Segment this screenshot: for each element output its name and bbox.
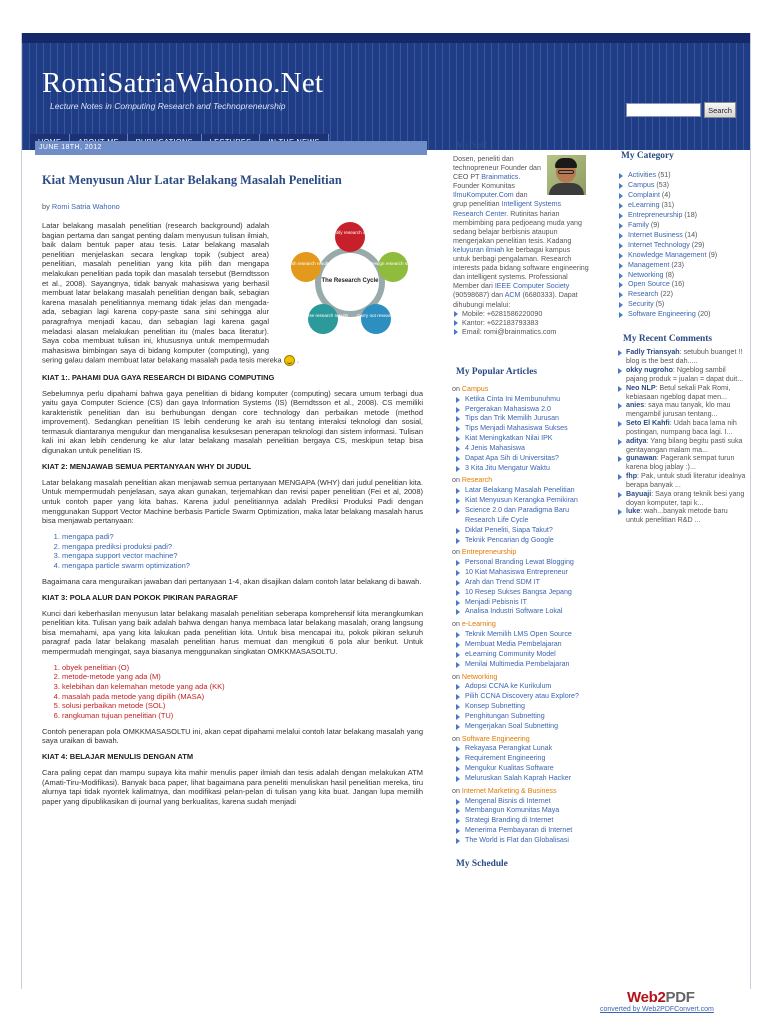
popular-article-link[interactable]: Adopsi CCNA ke Kurikulum xyxy=(452,682,589,692)
kiat-2-followup: Bagaimana cara menguraikan jawaban dari pertanyaan 1-4, akan disajikan dalam contoh latar belakang di bawah. xyxy=(42,576,422,586)
category-count: (23) xyxy=(671,260,685,269)
bullet-arrow-icon xyxy=(456,488,460,494)
my-schedule-title: My Schedule xyxy=(456,858,508,869)
cycle-node-publish xyxy=(291,252,321,282)
cycle-node-carry-out xyxy=(361,304,391,334)
recent-comment[interactable] xyxy=(618,437,747,455)
bullet-arrow-icon xyxy=(618,456,622,462)
comment-author[interactable]: okky nugroho xyxy=(626,365,673,374)
sidebar-right xyxy=(595,141,747,525)
kiat-4-heading: KIAT 4: BELAJAR MENULIS DENGAN ATM xyxy=(42,752,194,762)
contact-office: Kantor: +622183793383 xyxy=(453,319,589,328)
category-item[interactable] xyxy=(618,241,747,251)
kiat-3-followup: Contoh penerapan pola OMKKMASASOLTU ini, akan cepat dipahami melalui contoh latar belakang masalah yang saya uraikan di bawah. xyxy=(42,726,423,746)
bullet-arrow-icon xyxy=(456,776,460,782)
group-label-prefix: on xyxy=(452,548,460,557)
bullet-arrow-icon xyxy=(618,368,622,374)
recent-comment[interactable] xyxy=(618,472,747,490)
popular-articles-title: My Popular Articles xyxy=(456,366,538,377)
post-title[interactable]: Kiat Menyusun Alur Latar Belakang Masalah Penelitian xyxy=(42,173,342,187)
popular-article-link[interactable]: Teknik Pencarian dg Google xyxy=(452,536,589,546)
popular-group-label xyxy=(452,548,589,558)
recent-comment[interactable] xyxy=(618,401,747,419)
popular-group-label xyxy=(452,673,589,683)
popular-group-label xyxy=(452,735,589,745)
bullet-arrow-icon xyxy=(456,580,460,586)
comment-author[interactable]: Fadly Triansyah xyxy=(626,348,680,357)
bullet-arrow-icon xyxy=(456,684,460,690)
bullet-arrow-icon xyxy=(456,407,460,413)
popular-article-link[interactable]: Personal Branding Lewat Blogging xyxy=(452,558,589,568)
popular-group-label xyxy=(452,385,589,395)
cycle-node-publish-label: Publish research results xyxy=(281,261,331,266)
pola-list xyxy=(62,663,423,721)
category-count: (31) xyxy=(661,200,675,209)
bullet-arrow-icon xyxy=(454,311,458,317)
bullet-arrow-icon xyxy=(619,273,623,279)
group-label-prefix: on xyxy=(452,672,460,681)
bullet-arrow-icon xyxy=(456,426,460,432)
cycle-node-design-label: Design research study xyxy=(370,261,416,266)
category-item[interactable] xyxy=(618,231,747,241)
bullet-arrow-icon xyxy=(456,436,460,442)
recent-comments-title: My Recent Comments xyxy=(623,334,713,345)
bullet-arrow-icon xyxy=(456,446,460,452)
bullet-arrow-icon xyxy=(456,456,460,462)
bullet-arrow-icon xyxy=(454,329,458,335)
category-item[interactable] xyxy=(618,261,747,271)
contact-email[interactable]: Email: romi@brainmatics.com xyxy=(453,328,589,337)
bullet-arrow-icon xyxy=(619,183,623,189)
popular-article-link[interactable]: Ketika Cinta Ini Membunuhmu xyxy=(452,395,589,405)
bullet-arrow-icon xyxy=(619,203,623,209)
bullet-arrow-icon xyxy=(619,173,623,179)
smiley-icon xyxy=(284,355,295,366)
post-body xyxy=(42,221,423,806)
bullet-arrow-icon xyxy=(619,253,623,259)
category-name[interactable]: eLearning xyxy=(628,200,660,209)
list-item: 1. obyek penelitian (O) xyxy=(62,663,423,673)
post-date: JUNE 18TH, 2012 xyxy=(35,141,427,155)
cycle-node-analyse-label: Analyse research results xyxy=(297,313,349,318)
category-count: (51) xyxy=(657,171,671,179)
category-item[interactable] xyxy=(618,191,747,201)
group-category-link[interactable]: Software Engineering xyxy=(461,734,530,743)
bullet-arrow-icon xyxy=(456,756,460,762)
category-count: (53) xyxy=(656,180,670,189)
recent-comment[interactable] xyxy=(618,490,747,508)
bullet-arrow-icon xyxy=(618,350,622,356)
post-byline xyxy=(42,202,427,211)
kiat-4-paragraph: Cara paling cepat dan mampu supaya kita mahir menulis paper ilmiah dan tesis adalah dengan melakukan ATM (Amati-Tiru-Modifikasi). Banyak baca paper, lihat bagaimana para peneliti menuliskan hasil penelitian mereka, tiru alurnya tapi tidak nyontek kalimatnya, dan modifikasi pelan-pelan di tulisan yang kita buat. Jangan lupa memilih paper yang dipublikasikan di journal yang berkualitas, karena sudah menjadi xyxy=(42,768,423,806)
comment-excerpt[interactable]: : saya mau tanyak, klo mau mengambil jurusan tentang... xyxy=(626,401,731,419)
category-count: (20) xyxy=(697,310,711,319)
byline-by: by xyxy=(42,202,50,211)
why-list xyxy=(62,532,423,570)
bio-text: Founder Komunitas xyxy=(453,182,515,191)
bullet-arrow-icon xyxy=(618,386,622,392)
category-name[interactable]: Networking xyxy=(628,270,664,279)
group-label-prefix: on xyxy=(452,620,460,629)
group-category-link[interactable]: Entrepreneurship xyxy=(461,548,517,557)
kiat-2-paragraph: Latar belakang masalah penelitian akan menjawab semua pertanyaan MENGAPA (WHY) dari judul penelitian kita. Untuk mempermudah penjelasan, saya akan gunakan, terjemahkan dan revisi paper penelitian (Fei et al, 2008) untuk contoh paper yang kita bahas. Karena judul penelitiannya adalah Prediksi Produksi Padi dengan menggunakan Support Vector Machine berbasis Particle Swarm Optimization, maka latar belakang masalah harus bisa menjawab pertanyaan: xyxy=(42,477,423,526)
comment-excerpt[interactable]: : Pak, untuk studi literatur idealnya berapa banyak ... xyxy=(626,472,746,489)
bullet-arrow-icon xyxy=(456,560,460,566)
popular-article-link[interactable]: Rekayasa Perangkat Lunak xyxy=(452,744,589,754)
comment-author[interactable]: fhp xyxy=(626,472,638,481)
site-title[interactable]: RomiSatriaWahono.Net xyxy=(42,67,324,99)
group-category-link[interactable]: e-Learning xyxy=(461,620,496,629)
bullet-arrow-icon xyxy=(619,193,623,199)
bullet-arrow-icon xyxy=(456,590,460,596)
popular-article-link[interactable]: eLearning Community Model xyxy=(452,650,589,660)
my-category-title: My Category xyxy=(621,151,674,161)
bullet-arrow-icon xyxy=(456,508,460,514)
bullet-arrow-icon xyxy=(456,828,460,834)
group-label-prefix: on xyxy=(452,476,460,485)
cycle-node-carry-out-label: Carry out research xyxy=(356,313,396,318)
popular-article-link[interactable]: Latar Belakang Masalah Penelitian xyxy=(452,486,589,496)
bullet-arrow-icon xyxy=(456,600,460,606)
category-item[interactable] xyxy=(618,171,747,181)
category-count: (4) xyxy=(661,190,671,199)
popular-article-link[interactable]: Menerima Pembayaran di Internet xyxy=(452,826,589,836)
recent-comments-list xyxy=(618,348,747,525)
category-name[interactable]: Knowledge Management xyxy=(628,250,707,259)
popular-article-link[interactable]: Meluruskan Salah Kaprah Hacker xyxy=(452,774,589,784)
popular-article-link[interactable]: Requirement Engineering xyxy=(452,754,589,764)
bullet-arrow-icon xyxy=(619,282,623,288)
category-name[interactable]: Software Engineering xyxy=(628,310,696,319)
category-name[interactable]: Internet Technology xyxy=(628,240,690,249)
bullet-arrow-icon xyxy=(456,632,460,638)
my-self-bio xyxy=(453,155,589,337)
recent-comment[interactable] xyxy=(618,419,747,437)
category-count: (14) xyxy=(684,230,698,239)
list-item: 4. masalah pada metode yang dipilih (MASA) xyxy=(62,692,423,702)
popular-article-link[interactable]: 4 Jenis Mahasiswa xyxy=(452,444,589,454)
group-category-link[interactable]: Networking xyxy=(461,672,498,681)
bullet-arrow-icon xyxy=(456,704,460,710)
popular-article-link[interactable]: Mengerjakan Soal Subnetting xyxy=(452,722,589,732)
kiat-2-heading: KIAT 2: MENJAWAB SEMUA PERTANYAAN WHY DI JUDUL xyxy=(42,461,252,471)
group-label-prefix: on xyxy=(452,734,460,743)
popular-article-link[interactable]: Analisa Industri Software Lokal xyxy=(452,607,589,617)
bullet-arrow-icon xyxy=(456,652,460,658)
category-count: (16) xyxy=(671,280,685,289)
contact-mobile: Mobile: +6281586220090 xyxy=(453,310,589,319)
list-item: 3. kelebihan dan kelemahan metode yang ada (KK) xyxy=(62,682,423,692)
popular-article-link[interactable]: The World is Flat dan Globalisasi xyxy=(452,836,589,846)
bio-text: (6680333). Dapat dihubungi melalui: xyxy=(453,291,578,309)
kiat-3-paragraph: Kunci dari keberhasilan menyusun latar belakang masalah penelitian seberapa komprehensif kita merangkumkan penelitian kita. Tulisan yang baik adalah bahwa dengan hanya membaca latar belakang masalah, orang langsung bisa memahami, apa yang kita lakukan pada penelitian kita. Untuk bisa mencapai itu, pokok pikiran seluruh paragraf pada latar belakang masalah penelitian harus memuat dan mengikuti 6 pola alur berikut. Untuk mempermudah mengingat, saya biasanya menggunakan singkatan OMKKMASASOLTU. xyxy=(42,608,423,656)
bullet-arrow-icon xyxy=(456,808,460,814)
popular-group-label xyxy=(452,620,589,630)
keluyuran-link[interactable]: keluyuran ilmiah xyxy=(453,245,505,254)
main-content xyxy=(35,141,427,813)
acm-link[interactable]: ACM xyxy=(504,291,521,300)
bullet-arrow-icon xyxy=(456,498,460,504)
popular-article-link[interactable]: Pergerakan Mahasiswa 2.0 xyxy=(452,405,589,415)
popular-article-link[interactable]: 3 Kita Jitu Mengatur Waktu xyxy=(452,464,589,474)
bio-text: dan grup penelitian xyxy=(453,191,528,209)
category-item[interactable] xyxy=(618,221,747,231)
popular-group-label xyxy=(452,476,589,486)
cycle-node-design xyxy=(378,252,408,282)
popular-article-link[interactable]: Arah dan Trend SDM IT xyxy=(452,578,589,588)
bullet-arrow-icon xyxy=(618,474,622,480)
bullet-arrow-icon xyxy=(456,642,460,648)
bullet-arrow-icon xyxy=(456,746,460,752)
group-category-link[interactable]: Internet Marketing & Business xyxy=(461,786,557,795)
category-count: (9) xyxy=(650,220,660,229)
popular-article-link[interactable]: Penghitungan Subnetting xyxy=(452,712,589,722)
comment-excerpt[interactable]: : Betul sekali Pak Romi, kebiasaan ngeblog dapat men... xyxy=(626,383,731,401)
popular-article-link[interactable]: Mengenal Bisnis di Internet xyxy=(452,797,589,807)
popular-article-link[interactable]: Dapat Apa Sih di Universitas? xyxy=(452,454,589,464)
list-item: 6. rangkuman tujuan penelitian (TU) xyxy=(62,711,423,721)
popular-articles-list xyxy=(452,385,589,849)
category-item[interactable] xyxy=(618,181,747,191)
category-item[interactable] xyxy=(618,310,747,320)
category-name[interactable]: Management xyxy=(628,260,670,269)
category-name[interactable]: Open Source xyxy=(628,280,670,289)
popular-article-link[interactable]: Konsep Subnetting xyxy=(452,702,589,712)
bullet-arrow-icon xyxy=(618,439,622,445)
search-button[interactable]: Search xyxy=(704,102,736,118)
list-item: 2. metode-metode yang ada (M) xyxy=(62,672,423,682)
my-self-title: My Self xyxy=(456,141,487,151)
profile-photo xyxy=(547,155,586,195)
bullet-arrow-icon xyxy=(619,223,623,229)
category-item[interactable] xyxy=(618,290,747,300)
intro-paragraph: Latar belakang masalah penelitian (research background) adalah bagian pertama dan sangat penting dalam menyusun tulisan ilmiah, baik dalam bentuk paper atau tesis. Latar belakang masalah penelitian menjelaskan secara lengkap topik (subject area) penelitian, masalah penelitian yang kita pilih dan mengapa melakukan penelitian pada topik dan masalah tersebut (Berndtsson et al., 2008). Sayangnya, tidak banyak mahasiswa yang berhasil membuat latar belakang masalah penelitian dengan baik, sebagian karena masalah penelitiannya memang tidak jelas dan mengada-ada, sebagian lagi karena copy-paste sana sini sehingga alur paragrafnya menjadi kacau, dan sebagian lagi karena gagal meladasi alasan melakukan penelitian itu (males baca literatur). Saya coba membuat tulisan ini, khususnya untuk mempermudah mahasiswa bimbingan saya di bidang komputer (computing), yang sering galau dalam membuat latar belakang masalah pada tesis mereka . xyxy=(42,221,299,365)
bullet-arrow-icon xyxy=(454,320,458,326)
category-name[interactable]: Family xyxy=(628,220,649,229)
group-category-link[interactable]: Campus xyxy=(461,384,489,393)
comment-author[interactable]: luke xyxy=(626,507,641,516)
comment-excerpt[interactable]: : Saya orang teknik besi yang doyan komputer, tapi k... xyxy=(626,489,745,507)
bullet-arrow-icon xyxy=(456,538,460,544)
ilmukomputer-link[interactable]: IlmuKomputer.Com xyxy=(453,191,514,200)
comment-author[interactable]: anies xyxy=(626,401,645,410)
popular-article-link[interactable]: Strategi Branding di Internet xyxy=(452,816,589,826)
popular-article-link[interactable]: Mengukur Kualitas Software xyxy=(452,764,589,774)
category-name[interactable]: Security xyxy=(628,300,654,309)
cycle-node-analyse xyxy=(308,304,338,334)
bullet-arrow-icon xyxy=(618,492,622,498)
popular-article-link[interactable]: Kiat Meningkatkan Nilai IPK xyxy=(452,434,589,444)
group-label-prefix: on xyxy=(452,384,460,393)
bullet-arrow-icon xyxy=(456,694,460,700)
cycle-center-label: The Research Cycle xyxy=(321,278,379,284)
comment-author[interactable]: Neo NLP xyxy=(626,383,656,392)
bullet-arrow-icon xyxy=(456,466,460,472)
list-item: 4. mengapa particle swarm optimization? xyxy=(62,561,423,571)
sidebar-middle xyxy=(429,141,589,869)
comment-excerpt[interactable]: : setubuh buanget !! blog is the best dah..... xyxy=(626,348,743,366)
category-name[interactable]: Activities xyxy=(628,171,656,179)
bullet-arrow-icon xyxy=(619,243,623,249)
popular-article-link[interactable]: Menilai Multimedia Pembelajaran xyxy=(452,660,589,670)
category-item[interactable] xyxy=(618,300,747,310)
popular-article-link[interactable]: Menjadi Pebisnis IT xyxy=(452,598,589,608)
category-name[interactable]: Campus xyxy=(628,180,655,189)
cycle-node-identify xyxy=(335,222,365,252)
bullet-arrow-icon xyxy=(619,312,623,318)
bio-text: Dosen, peneliti dan technopreneur Founder dan CEO PT xyxy=(453,155,541,182)
category-name[interactable]: Complaint xyxy=(628,190,660,199)
popular-article-link[interactable]: 10 Resep Sukses Bangsa Jepang xyxy=(452,588,589,598)
category-name[interactable]: Internet Business xyxy=(628,230,683,239)
post-author-link[interactable]: Romi Satria Wahono xyxy=(51,202,120,211)
list-item: 5. solusi perbaikan metode (SOL) xyxy=(62,701,423,711)
popular-article-link[interactable]: Tips dan Trik Memilih Jurusan xyxy=(452,414,589,424)
category-count: (22) xyxy=(660,290,673,299)
comment-excerpt[interactable]: : Pagerank sempat turun karena blog jablay :)... xyxy=(626,454,735,472)
bullet-arrow-icon xyxy=(618,509,622,515)
web2pdf-badge[interactable] xyxy=(600,989,727,1015)
category-count: (5) xyxy=(655,300,665,309)
category-item[interactable] xyxy=(618,211,747,221)
bullet-arrow-icon xyxy=(618,403,622,409)
bullet-arrow-icon xyxy=(456,766,460,772)
popular-article-link[interactable]: Diklat Peneliti, Siapa Takut? xyxy=(452,526,589,536)
bullet-arrow-icon xyxy=(456,397,460,403)
category-list xyxy=(618,171,747,320)
bullet-arrow-icon xyxy=(456,818,460,824)
recent-comment[interactable] xyxy=(618,348,747,366)
bullet-arrow-icon xyxy=(456,416,460,422)
popular-article-link[interactable]: Kiat Menyusun Kerangka Pemikiran xyxy=(452,496,589,506)
category-count: (9) xyxy=(708,250,718,259)
isr-link[interactable]: Intelligent Systems Research Center. xyxy=(453,200,562,218)
popular-article-link[interactable]: Membuat Media Pembelajaran xyxy=(452,640,589,650)
popular-article-link[interactable]: Tips Menjadi Mahasiswa Sukses xyxy=(452,424,589,434)
category-item[interactable] xyxy=(618,201,747,211)
list-item: 1. mengapa padi? xyxy=(62,532,423,542)
bullet-arrow-icon xyxy=(456,838,460,844)
kiat-1-paragraph: Sebelumnya perlu dipahami bahwa gaya penelitian di bidang komputer (computing) secara umum terbagi dua yaitu gaya Computer Science (CS) dan gaya Information Systems (IS) (Berndtsson et al., 2008). CS memiliki karakteristik penelitian dan isu berhubungan dengan core technology dan perbaikan metode (method improvement). Sedangkan penelitian IS lebih cenderung ke arah isu tentang interaksi teknologi dan sosial, termasuk diantaranya mengukur dan menganalisa kesuksesan penerapan teknologi dan sistem informasi. Tulisan kali ini akan lebih cenderung ke alur latar belakang masalah penelitian bergaya CS, meskipun tetap bisa digunakan untuk penelitian IS. xyxy=(42,388,423,456)
brainmatics-link[interactable]: Brainmatics. xyxy=(481,173,521,182)
category-item[interactable] xyxy=(618,271,747,281)
bullet-arrow-icon xyxy=(619,233,623,239)
bullet-arrow-icon xyxy=(456,799,460,805)
category-count: (8) xyxy=(665,270,675,279)
site-container xyxy=(21,33,751,989)
bio-text: (90598687) dan xyxy=(453,291,504,300)
category-name[interactable]: Entrepreneurship xyxy=(628,210,683,219)
research-cycle-diagram xyxy=(273,219,427,345)
comment-excerpt[interactable]: : Yang bilang begitu pasti suka gentayangan malam ma... xyxy=(626,436,743,454)
site-tagline: Lecture Notes in Computing Research and Technopreneurship xyxy=(50,101,286,111)
bullet-arrow-icon xyxy=(456,609,460,615)
web2pdf-logo: Web2PDF xyxy=(627,989,695,1006)
recent-comment[interactable] xyxy=(618,507,747,525)
list-item: 2. mengapa prediksi produksi padi? xyxy=(62,542,423,552)
category-name[interactable]: Research xyxy=(628,290,659,299)
ieee-link[interactable]: IEEE Computer Society xyxy=(494,282,570,291)
bio-text: ke berbagai kampus untuk berbagi pengalaman. Research interests pada bidang software engineering dan intelligent systems. Professional Member dari xyxy=(453,245,589,291)
category-count: (29) xyxy=(691,240,705,249)
bullet-arrow-icon xyxy=(618,421,622,427)
popular-article-link[interactable]: Teknik Memilih LMS Open Source xyxy=(452,630,589,640)
bullet-arrow-icon xyxy=(456,714,460,720)
comment-author[interactable]: Seto El Kahfi xyxy=(626,419,670,428)
comment-author[interactable]: gunawan xyxy=(626,454,657,463)
popular-article-link[interactable]: Pilih CCNA Discovery atau Explore? xyxy=(452,692,589,702)
recent-comment[interactable] xyxy=(618,366,747,384)
list-item: 3. mengapa support vector machine? xyxy=(62,551,423,561)
popular-article-link[interactable]: Membangun Komunitas Maya xyxy=(452,806,589,816)
bullet-arrow-icon xyxy=(456,662,460,668)
cycle-node-identify-label: Identify research area xyxy=(327,230,373,235)
comment-excerpt[interactable]: : Ngeblog sambil pajang produk = jualan = dapat duit... xyxy=(626,365,744,383)
bullet-arrow-icon xyxy=(456,570,460,576)
bio-text: Rutinitas harian membimbing para pedjoeang muda yang sedang belajar berbisnis ataupun mengerjakan penelitian tesis. Kadang xyxy=(453,209,582,245)
category-item[interactable] xyxy=(618,280,747,290)
comment-excerpt[interactable]: : wah...banyak metode baru untuk penelitian R&D ... xyxy=(626,507,728,525)
recent-comment[interactable] xyxy=(618,454,747,472)
bullet-arrow-icon xyxy=(619,302,623,308)
intro-text: Latar belakang masalah penelitian (research background) adalah bagian pertama dan sangat penting dalam menyusun tulisan ilmiah, baik dalam bentuk paper atau tesis. Latar belakang masalah penelitian menjelaskan secara lengkap topik (subject area) penelitian, masalah penelitian yang kita pilih dan mengapa melakukan penelitian pada topik dan masalah tersebut (Berndtsson et al., 2008). Sayangnya, tidak banyak mahasiswa yang berhasil membuat latar belakang masalah penelitian dengan baik, sebagian karena masalah penelitiannya memang tidak jelas dan mengada-ada, sebagian lagi karena copy-paste sana sini sehingga alur paragrafnya menjadi kacau, dan sebagian lagi karena gagal meladasi alasan melakukan penelitian itu (males baca literatur). Saya coba membuat tulisan ini, khususnya untuk mempermudah mahasiswa bimbingan saya di bidang komputer (computing), yang sering galau dalam membuat latar belakang masalah pada tesis mereka xyxy=(42,221,282,365)
category-item[interactable] xyxy=(618,251,747,261)
group-label-prefix: on xyxy=(452,786,460,795)
popular-article-link[interactable]: Science 2.0 dan Paradigma Baru Research Life Cycle xyxy=(452,506,589,526)
popular-group-label xyxy=(452,787,589,797)
site-header xyxy=(22,33,750,150)
bullet-arrow-icon xyxy=(619,263,623,269)
bullet-arrow-icon xyxy=(619,213,623,219)
group-category-link[interactable]: Research xyxy=(461,476,493,485)
bullet-arrow-icon xyxy=(619,292,623,298)
comment-author[interactable]: Bayuaji xyxy=(626,489,652,498)
comment-excerpt[interactable]: : Udah baca lama nih postingan, numpang baca lagi. I... xyxy=(626,419,737,436)
bullet-arrow-icon xyxy=(456,724,460,730)
web2pdf-link[interactable]: converted by Web2PDFConvert.com xyxy=(600,1006,714,1013)
recent-comment[interactable] xyxy=(618,384,747,402)
kiat-1-heading: KIAT 1:. PAHAMI DUA GAYA RESEARCH DI BIDANG COMPUTING xyxy=(42,372,275,382)
category-count: (18) xyxy=(684,210,698,219)
kiat-3-heading: KIAT 3: POLA ALUR DAN POKOK PIKIRAN PARAGRAF xyxy=(42,592,238,602)
search-input[interactable] xyxy=(626,103,701,117)
comment-author[interactable]: aditya xyxy=(626,436,647,445)
bullet-arrow-icon xyxy=(456,528,460,534)
popular-article-link[interactable]: 10 Kiat Mahasiswa Entrepreneur xyxy=(452,568,589,578)
